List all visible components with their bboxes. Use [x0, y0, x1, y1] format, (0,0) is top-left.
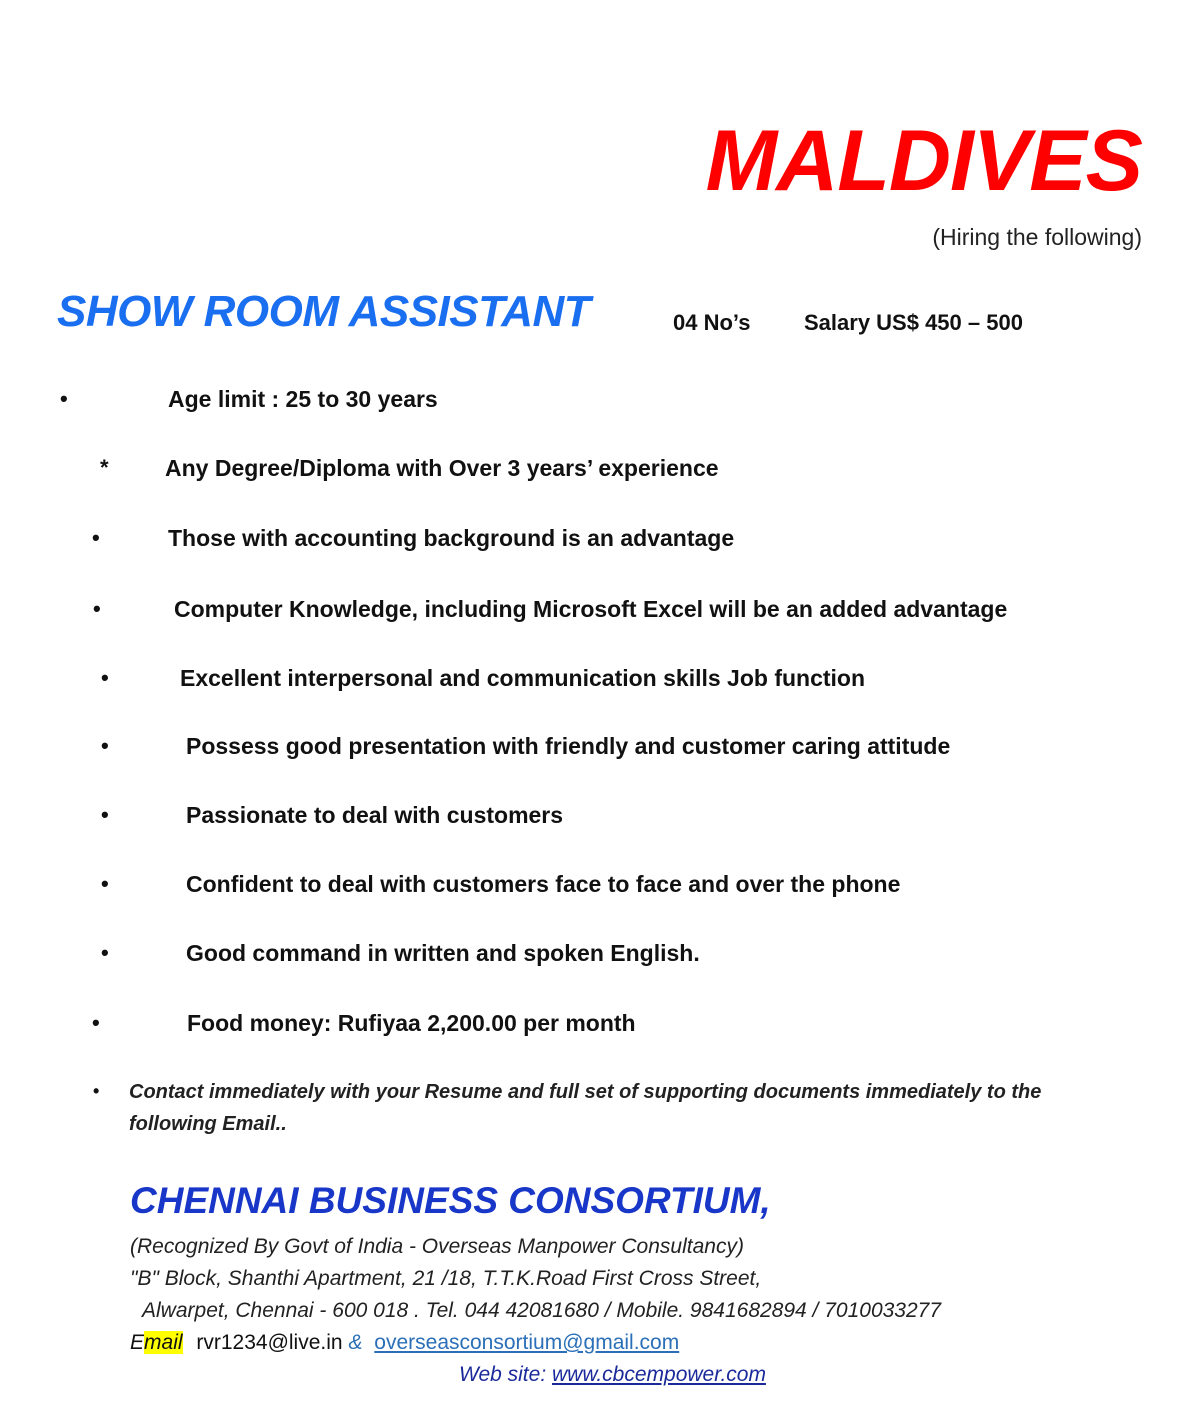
bullet-icon: •: [101, 871, 109, 896]
bullet-icon: •: [93, 1081, 100, 1101]
website-row: [459, 1363, 766, 1387]
address-line-2: Alwarpet, Chennai - 600 018 . Tel. 044 42081680 / Mobile. 9841682894 / 7010033277: [142, 1299, 942, 1322]
requirement-text: Any Degree/Diploma with Over 3 years’ experience: [165, 455, 719, 481]
company-name: CHENNAI BUSINESS CONSORTIUM,: [130, 1180, 771, 1221]
bullet-icon: •: [101, 802, 109, 827]
requirement-text: Good command in written and spoken English.: [186, 940, 700, 966]
website-link[interactable]: www.cbcempower.com: [552, 1363, 766, 1386]
requirement-text: Computer Knowledge, including Microsoft Excel will be an added advantage: [174, 596, 1008, 622]
website-label: Web site:: [459, 1363, 547, 1386]
bullet-icon: •: [60, 386, 68, 411]
job-quantity: 04 No’s: [673, 310, 751, 335]
email-row: [130, 1331, 679, 1355]
requirement-text: Passionate to deal with customers: [186, 802, 564, 828]
job-title: SHOW ROOM ASSISTANT: [57, 287, 591, 336]
hiring-subtitle: (Hiring the following): [932, 224, 1142, 250]
email-label: Email: [130, 1331, 183, 1354]
bullet-icon: •: [93, 596, 101, 621]
bullet-icon: •: [92, 1010, 100, 1035]
requirement-text: Confident to deal with customers face to face and over the phone: [186, 871, 901, 897]
email-label-highlight: mail: [144, 1331, 183, 1354]
bullet-icon: •: [92, 525, 100, 550]
bullet-icon: •: [101, 665, 109, 690]
bullet-icon: •: [101, 733, 109, 758]
requirement-text: Possess good presentation with friendly and customer caring attitude: [186, 733, 951, 759]
email-address-1[interactable]: rvr1234@live.in: [196, 1331, 343, 1354]
requirement-text: Excellent interpersonal and communication skills Job function: [180, 665, 866, 691]
requirement-text: Food money: Rufiyaa 2,200.00 per month: [187, 1010, 636, 1036]
requirement-text: Age limit : 25 to 30 years: [168, 386, 438, 412]
requirement-text: Those with accounting background is an advantage: [168, 525, 735, 551]
asterisk-icon: *: [100, 455, 109, 480]
job-salary: Salary US$ 450 – 500: [804, 310, 1023, 335]
email-address-2-link[interactable]: overseasconsortium@gmail.com: [374, 1331, 680, 1354]
country-heading: MALDIVES: [705, 113, 1142, 209]
company-recognition: (Recognized By Govt of India - Overseas Manpower Consultancy): [130, 1235, 744, 1258]
contact-instruction-text: Contact immediately with your Resume and full set of supporting documents immediately to the following Email..: [129, 1081, 1042, 1135]
bullet-icon: •: [101, 940, 109, 965]
email-separator: &: [348, 1331, 363, 1354]
address-line-1: "B" Block, Shanthi Apartment, 21 /18, T.T.K.Road First Cross Street,: [130, 1267, 762, 1290]
